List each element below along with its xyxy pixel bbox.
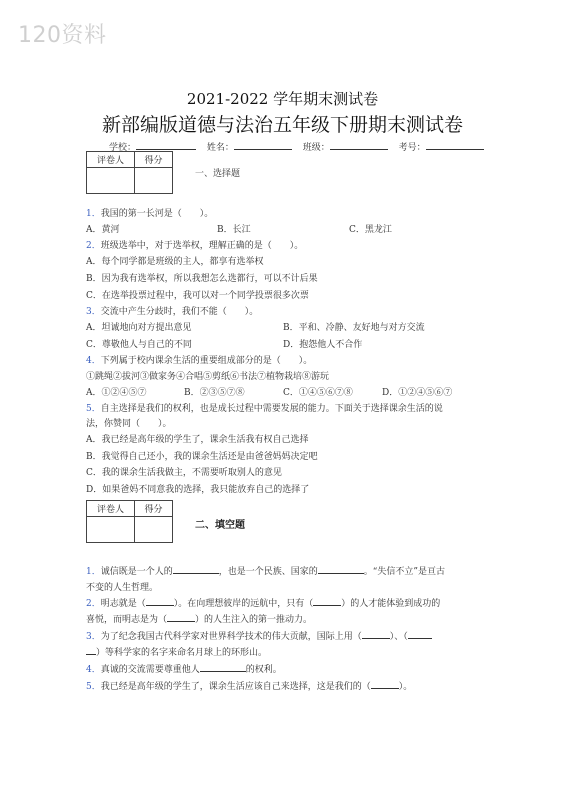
question-text: ）的人生注入的第一推动力。 — [195, 615, 313, 625]
question-3-option-b: B．平和、冷静、友好地与对方交流 — [283, 323, 425, 333]
question-3 — [86, 306, 258, 318]
score-header: 得分 — [135, 152, 173, 168]
question-number: 4． — [86, 665, 101, 675]
answer-blank[interactable] — [86, 654, 96, 655]
fill-question-1-cont: 不变的人生哲理。 — [86, 583, 159, 593]
class-field[interactable] — [330, 140, 388, 150]
question-text: 下列属于校内课余生活的重要组成部分的是（ ）。 — [100, 356, 313, 366]
exam-year-title: 2021-2022 学年期末测试卷 — [186, 90, 379, 108]
fill-question-4 — [86, 664, 282, 676]
score-header: 得分 — [135, 501, 173, 517]
question-5-option-a: A．我已经是高年级的学生了，课余生活我有权自己选择 — [86, 435, 309, 445]
question-number: 3． — [86, 632, 101, 642]
question-text: ）。在向理想彼岸的远航中，只有（ — [173, 599, 314, 609]
exam-no-field[interactable] — [426, 140, 484, 150]
question-4-option-a: A．①②④⑤⑦ — [86, 388, 147, 398]
question-text: ）的人才能体验到成功的 — [341, 599, 441, 609]
class-label: 班级： — [302, 143, 330, 153]
answer-blank[interactable] — [146, 605, 174, 606]
question-3-option-d: D．抱怨他人不合作 — [283, 340, 363, 350]
fill-question-2-cont — [86, 614, 312, 626]
answer-blank[interactable] — [173, 573, 219, 574]
question-text: 明志就是（ — [100, 599, 146, 609]
question-text: 为了纪念我国古代科学家对世界科学技术的伟大贡献，国际上用（ — [100, 632, 362, 642]
question-2-option-a: A．每个同学都是班级的主人，都享有选举权 — [86, 257, 264, 267]
section-fill-title: 二、填空题 — [195, 520, 245, 531]
question-text: ）、（ — [389, 632, 408, 642]
question-number: 1． — [86, 209, 101, 219]
question-1-option-a: A．黄河 — [86, 225, 120, 235]
question-text: ，也是一个民族、国家的 — [218, 567, 318, 577]
question-4-option-c: C．①④⑤⑥⑦⑧ — [283, 388, 353, 398]
question-4 — [86, 355, 312, 367]
name-field[interactable] — [234, 140, 292, 150]
question-text: 喜悦，而明志是为（ — [86, 615, 168, 625]
question-4-option-d: D．①②④⑤⑥⑦ — [382, 388, 453, 398]
question-text: 我已经是高年级的学生了，课余生活应该自己来选择，这是我们的（ — [100, 682, 371, 692]
question-5-text-cont: 法，你赞同（ ）。 — [86, 419, 172, 429]
question-text: ）。 — [398, 682, 413, 692]
question-4-sub: ①跳绳②拔河③做家务④合唱⑤剪纸⑥书法⑦植物栽培⑧游玩 — [86, 372, 330, 382]
question-1 — [86, 208, 213, 220]
question-text: 的权利。 — [245, 665, 282, 675]
question-4-option-b: B．②③⑤⑦⑧ — [184, 388, 245, 398]
grader-header: 评卷人 — [87, 152, 135, 168]
answer-blank[interactable] — [371, 688, 399, 689]
question-3-option-c: C．尊敬他人与自己的不同 — [86, 340, 192, 350]
question-number: 1． — [86, 567, 101, 577]
question-text: 真诚的交流需要尊重他人 — [100, 665, 200, 675]
question-number: 2． — [86, 599, 101, 609]
answer-blank[interactable] — [362, 638, 390, 639]
question-2-option-b: B．因为我有选举权，所以我想怎么选都行，可以不计后果 — [86, 274, 318, 284]
section-choice-title: 一、选择题 — [195, 169, 241, 179]
question-text: 诚信既是一个人的 — [100, 567, 173, 577]
answer-blank[interactable] — [167, 621, 195, 622]
question-number: 2． — [86, 241, 101, 251]
question-text: 自主选择是我们的权利，也是成长过程中需要发展的能力。下面关于选择课余生活的说 — [100, 404, 443, 414]
question-5-option-d: D．如果爸妈不同意我的选择，我只能放弃自己的选择了 — [86, 485, 310, 495]
exam-no-label: 考号： — [398, 143, 426, 153]
question-2 — [86, 240, 303, 252]
score-cell[interactable] — [135, 517, 173, 543]
question-5-option-b: B．我觉得自己还小，我的课余生活还是由爸爸妈妈决定吧 — [86, 452, 318, 462]
question-1-option-c: C．黑龙江 — [349, 225, 392, 235]
question-1-option-b: B．长江 — [217, 225, 251, 235]
grader-cell[interactable] — [87, 517, 135, 543]
school-field[interactable] — [136, 140, 196, 150]
question-text: 。“失信不立”是亘古 — [363, 567, 445, 577]
grader-cell[interactable] — [87, 168, 135, 194]
score-box-2 — [86, 500, 173, 543]
exam-main-title: 新部编版道德与法治五年级下册期末测试卷 — [101, 114, 463, 136]
fill-question-2 — [86, 598, 440, 610]
grader-header: 评卷人 — [87, 501, 135, 517]
fill-question-5 — [86, 681, 412, 693]
answer-blank[interactable] — [318, 573, 364, 574]
question-5 — [86, 403, 443, 415]
question-number: 5． — [86, 404, 101, 414]
question-number: 5． — [86, 682, 101, 692]
fill-question-3-cont — [86, 647, 267, 659]
question-number: 4． — [86, 356, 101, 366]
answer-blank[interactable] — [313, 605, 341, 606]
question-text: 班级选举中，对于选举权，理解正确的是（ ）。 — [100, 241, 304, 251]
school-label: 学校： — [109, 143, 137, 153]
question-3-option-a: A．坦诚地向对方提出意见 — [86, 323, 192, 333]
watermark: 120资料 — [18, 23, 107, 48]
name-label: 姓名： — [206, 143, 234, 153]
answer-blank[interactable] — [200, 671, 246, 672]
question-5-option-c: C．我的课余生活我做主，不需要听取别人的意见 — [86, 468, 282, 478]
score-box-1 — [86, 151, 173, 194]
fill-question-1 — [86, 566, 445, 578]
score-cell[interactable] — [135, 168, 173, 194]
question-text: ）等科学家的名字来命名月球上的环形山。 — [96, 648, 268, 658]
question-2-option-c: C．在选举投票过程中，我可以对一个同学投票很多次票 — [86, 291, 309, 301]
question-text: 我国的第一长河是（ ）。 — [100, 209, 214, 219]
fill-question-3 — [86, 631, 432, 643]
question-text: 交流中产生分歧时，我们不能（ ）。 — [100, 307, 259, 317]
answer-blank[interactable] — [408, 638, 432, 639]
question-number: 3． — [86, 307, 101, 317]
